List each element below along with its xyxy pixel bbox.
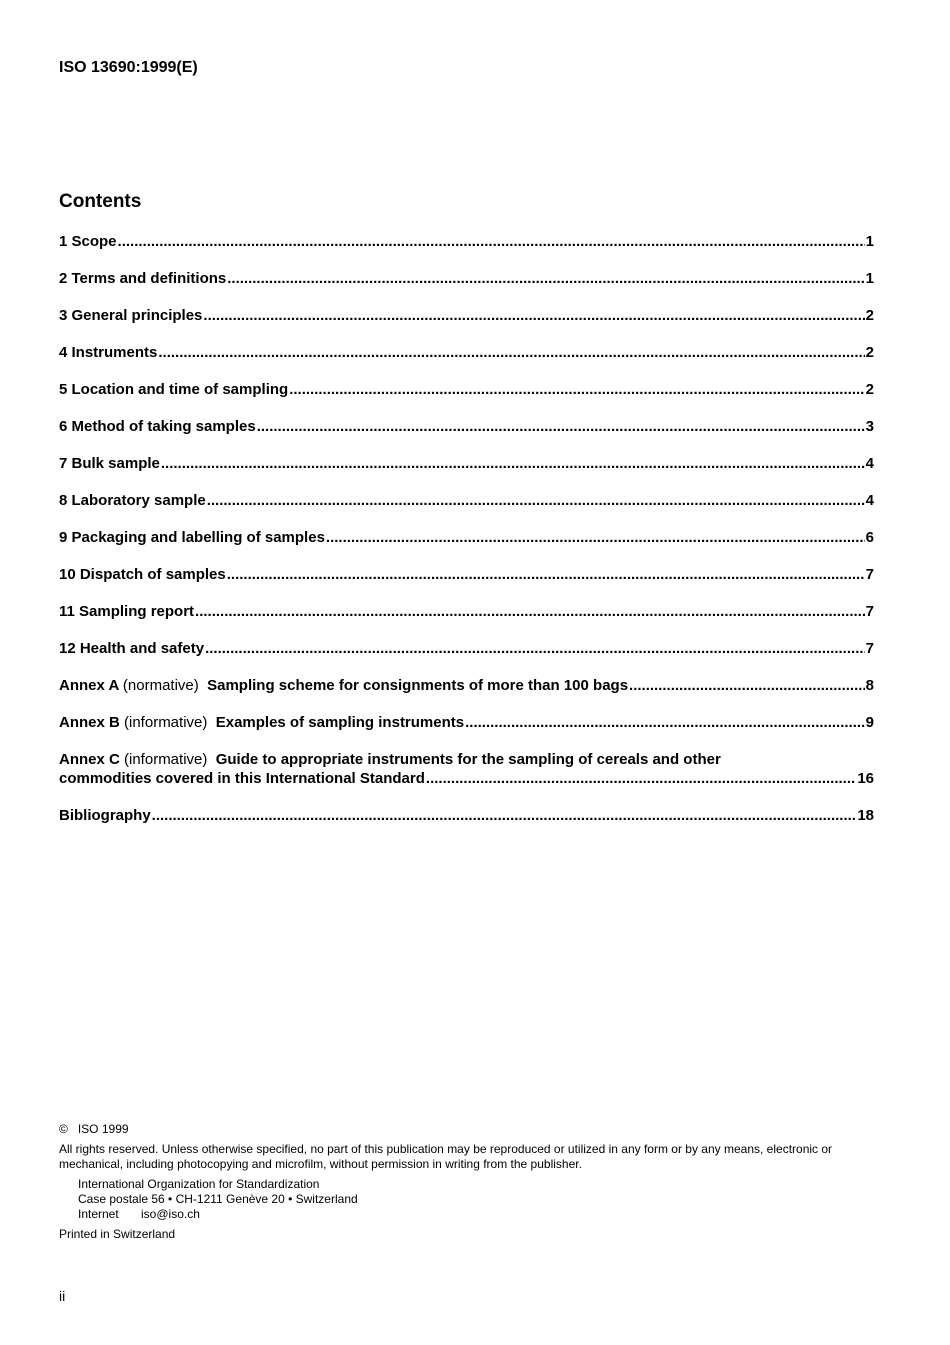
dot-leader [289, 380, 864, 399]
toc-entry-page: 3 [865, 418, 874, 435]
dot-leader [158, 343, 864, 362]
toc-entry-annex-b[interactable] [59, 713, 874, 732]
dot-leader [207, 491, 865, 510]
annex-title: Sampling scheme for consignments of more than 100 bags [207, 677, 629, 694]
rights-statement: All rights reserved. Unless otherwise specified, no part of this publication may be reproduced or utilized in any form or by any means, electronic or mechanical, including photocopying and microfilm, without permission in writing from the publisher. [59, 1142, 833, 1171]
toc-entry-page: 7 [865, 566, 874, 583]
toc-entry-page: 2 [865, 307, 874, 324]
toc-entry-page: 4 [865, 455, 874, 472]
toc-entry-title: Bibliography [59, 807, 151, 824]
toc-entry-title [59, 676, 628, 695]
annex-type: (informative) [124, 714, 208, 731]
toc-entry-terms-and-definitions[interactable] [59, 269, 874, 288]
toc-entry-title: 4 Instruments [59, 344, 158, 361]
toc-entry-page: 2 [865, 381, 874, 398]
toc-entry-dispatch-of-samples[interactable] [59, 565, 874, 584]
toc-entry-packaging-and-labelling[interactable] [59, 528, 874, 547]
toc-entry-laboratory-sample[interactable] [59, 491, 874, 510]
org-postal-address: Case postale 56 • CH-1211 Genève 20 • Switzerland [78, 1192, 358, 1206]
toc-entry-title: 9 Packaging and labelling of samples [59, 529, 325, 546]
toc-entry-location-and-time[interactable] [59, 380, 874, 399]
toc-entry-title: 3 General principles [59, 307, 203, 324]
toc-entry-title [59, 713, 464, 732]
dot-leader [161, 454, 865, 473]
dot-leader [203, 306, 864, 325]
copyright-notice: © ISO 1999 [59, 1122, 129, 1136]
toc-entry-annex-a[interactable] [59, 676, 874, 695]
toc-entry-instruments[interactable] [59, 343, 874, 362]
table-of-contents [59, 232, 874, 843]
annex-label: Annex A [59, 677, 119, 694]
dot-leader [195, 602, 865, 621]
toc-entry-page: 4 [865, 492, 874, 509]
annex-label: Annex B [59, 714, 120, 731]
toc-entry-page: 7 [865, 640, 874, 657]
page-number: ii [59, 1288, 66, 1304]
printed-in: Printed in Switzerland [59, 1227, 176, 1241]
copyright-block [59, 1122, 874, 1242]
toc-entry-method-of-taking-samples[interactable] [59, 417, 874, 436]
toc-entry-page: 16 [857, 770, 874, 787]
toc-entry-title: 2 Terms and definitions [59, 270, 227, 287]
dot-leader [629, 676, 865, 695]
toc-entry-scope[interactable] [59, 232, 874, 251]
dot-leader [205, 639, 865, 658]
toc-entry-title: 1 Scope [59, 233, 117, 250]
dot-leader [152, 806, 857, 825]
toc-entry-health-and-safety[interactable] [59, 639, 874, 658]
dot-leader [326, 528, 865, 547]
toc-entry-page: 18 [857, 807, 874, 824]
toc-entry-title-line2: commodities covered in this International Standard [59, 770, 425, 787]
internet-label: Internet [78, 1207, 119, 1221]
toc-entry-title-line1 [59, 750, 874, 769]
publisher-address [59, 1177, 874, 1222]
toc-entry-annex-c[interactable] [59, 750, 874, 788]
toc-entry-page: 7 [865, 603, 874, 620]
annex-title: Guide to appropriate instruments for the sampling of cereals and other [215, 751, 721, 768]
toc-entry-page: 8 [865, 677, 874, 694]
toc-entry-page: 6 [865, 529, 874, 546]
org-internet [78, 1207, 874, 1222]
org-name: International Organization for Standardization [78, 1177, 320, 1191]
document-id: ISO 13690:1999(E) [59, 59, 198, 76]
toc-entry-general-principles[interactable] [59, 306, 874, 325]
dot-leader [465, 713, 865, 732]
toc-entry-page: 2 [865, 344, 874, 361]
annex-type: (informative) [124, 751, 208, 768]
toc-entry-sampling-report[interactable] [59, 602, 874, 621]
toc-entry-page: 1 [865, 270, 874, 287]
annex-title: Examples of sampling instruments [215, 714, 465, 731]
toc-entry-bulk-sample[interactable] [59, 454, 874, 473]
dot-leader [118, 232, 865, 251]
toc-entry-page: 9 [865, 714, 874, 731]
toc-entry-title: 12 Health and safety [59, 640, 205, 657]
internet-email[interactable]: iso@iso.ch [141, 1207, 200, 1221]
toc-entry-title: 10 Dispatch of samples [59, 566, 226, 583]
toc-entry-page: 1 [865, 233, 874, 250]
toc-entry-title: 6 Method of taking samples [59, 418, 256, 435]
dot-leader [227, 269, 864, 288]
dot-leader [426, 769, 856, 788]
toc-entry-title: 11 Sampling report [59, 603, 195, 620]
toc-entry-title: 7 Bulk sample [59, 455, 160, 472]
contents-heading: Contents [59, 191, 142, 212]
dot-leader [257, 417, 865, 436]
toc-entry-bibliography[interactable] [59, 806, 874, 825]
annex-type: (normative) [122, 677, 199, 694]
annex-label: Annex C [59, 751, 120, 768]
toc-entry-title: 5 Location and time of sampling [59, 381, 289, 398]
toc-entry-title: 8 Laboratory sample [59, 492, 206, 509]
dot-leader [227, 565, 865, 584]
